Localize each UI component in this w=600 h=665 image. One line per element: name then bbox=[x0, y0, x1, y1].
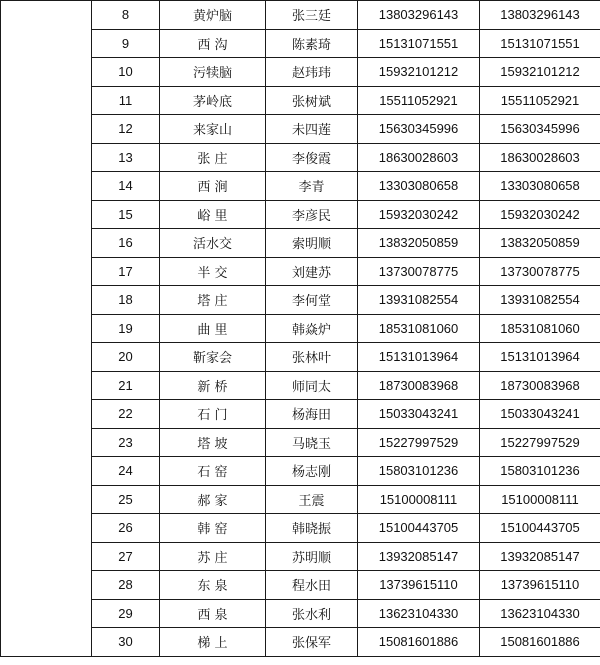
phone-cell-secondary: 13931082554 bbox=[480, 286, 600, 315]
contact-name-cell: 赵玮玮 bbox=[266, 58, 358, 87]
row-number-cell: 14 bbox=[92, 172, 160, 201]
phone-cell-secondary: 15932030242 bbox=[480, 200, 600, 229]
village-cell: 污犊脑 bbox=[160, 58, 266, 87]
row-number-cell: 18 bbox=[92, 286, 160, 315]
phone-cell-secondary: 15803101236 bbox=[480, 457, 600, 486]
row-number-cell: 27 bbox=[92, 542, 160, 571]
village-cell: 郝 家 bbox=[160, 485, 266, 514]
contact-name-cell: 师同太 bbox=[266, 371, 358, 400]
phone-cell: 13303080658 bbox=[358, 172, 480, 201]
phone-cell-secondary: 15511052921 bbox=[480, 86, 600, 115]
phone-cell-secondary: 15932101212 bbox=[480, 58, 600, 87]
contact-name-cell: 张水利 bbox=[266, 599, 358, 628]
phone-cell-secondary: 18531081060 bbox=[480, 314, 600, 343]
phone-cell: 18531081060 bbox=[358, 314, 480, 343]
village-cell: 靳家会 bbox=[160, 343, 266, 372]
village-cell: 曲 里 bbox=[160, 314, 266, 343]
phone-cell: 15100008111 bbox=[358, 485, 480, 514]
phone-cell: 15081601886 bbox=[358, 628, 480, 657]
row-number-cell: 29 bbox=[92, 599, 160, 628]
contact-name-cell: 韩晓振 bbox=[266, 514, 358, 543]
phone-cell: 15630345996 bbox=[358, 115, 480, 144]
phone-cell-secondary: 13730078775 bbox=[480, 257, 600, 286]
village-cell: 东 泉 bbox=[160, 571, 266, 600]
phone-cell-secondary: 15033043241 bbox=[480, 400, 600, 429]
phone-cell-secondary: 13803296143 bbox=[480, 1, 600, 30]
phone-cell: 13832050859 bbox=[358, 229, 480, 258]
row-number-cell: 16 bbox=[92, 229, 160, 258]
contact-name-cell: 杨志刚 bbox=[266, 457, 358, 486]
row-number-cell: 12 bbox=[92, 115, 160, 144]
village-cell: 石 窑 bbox=[160, 457, 266, 486]
row-number-cell: 22 bbox=[92, 400, 160, 429]
row-number-cell: 26 bbox=[92, 514, 160, 543]
contact-name-cell: 李青 bbox=[266, 172, 358, 201]
contact-name-cell: 李彦民 bbox=[266, 200, 358, 229]
phone-cell: 15511052921 bbox=[358, 86, 480, 115]
phone-cell: 15100443705 bbox=[358, 514, 480, 543]
row-number-cell: 13 bbox=[92, 143, 160, 172]
contact-name-cell: 杨海田 bbox=[266, 400, 358, 429]
village-cell: 西 沟 bbox=[160, 29, 266, 58]
row-number-cell: 9 bbox=[92, 29, 160, 58]
phone-cell-secondary: 13739615110 bbox=[480, 571, 600, 600]
phone-cell: 15131071551 bbox=[358, 29, 480, 58]
phone-cell: 15033043241 bbox=[358, 400, 480, 429]
phone-cell: 13739615110 bbox=[358, 571, 480, 600]
row-number-cell: 10 bbox=[92, 58, 160, 87]
phone-cell-secondary: 15131013964 bbox=[480, 343, 600, 372]
contact-name-cell: 张林叶 bbox=[266, 343, 358, 372]
contact-name-cell: 陈素琦 bbox=[266, 29, 358, 58]
phone-cell-secondary: 13832050859 bbox=[480, 229, 600, 258]
village-cell: 张 庄 bbox=[160, 143, 266, 172]
village-cell: 新 桥 bbox=[160, 371, 266, 400]
village-cell: 西 泉 bbox=[160, 599, 266, 628]
row-number-cell: 11 bbox=[92, 86, 160, 115]
village-cell: 西 涧 bbox=[160, 172, 266, 201]
phone-cell: 15131013964 bbox=[358, 343, 480, 372]
phone-cell: 13803296143 bbox=[358, 1, 480, 30]
contact-name-cell: 程水田 bbox=[266, 571, 358, 600]
row-number-cell: 25 bbox=[92, 485, 160, 514]
phone-cell-secondary: 15630345996 bbox=[480, 115, 600, 144]
table-row bbox=[1, 1, 600, 30]
phone-cell-secondary: 15131071551 bbox=[480, 29, 600, 58]
village-cell: 茅岭底 bbox=[160, 86, 266, 115]
village-cell: 半 交 bbox=[160, 257, 266, 286]
contact-name-cell: 张三廷 bbox=[266, 1, 358, 30]
phone-cell: 18730083968 bbox=[358, 371, 480, 400]
village-cell: 梯 上 bbox=[160, 628, 266, 657]
village-cell: 塔 庄 bbox=[160, 286, 266, 315]
contact-name-cell: 马晓玉 bbox=[266, 428, 358, 457]
row-number-cell: 19 bbox=[92, 314, 160, 343]
phone-cell-secondary: 15100008111 bbox=[480, 485, 600, 514]
village-cell: 石 门 bbox=[160, 400, 266, 429]
phone-cell: 15932030242 bbox=[358, 200, 480, 229]
group-cell bbox=[1, 1, 92, 657]
contact-name-cell: 张树斌 bbox=[266, 86, 358, 115]
contact-name-cell: 李俊霞 bbox=[266, 143, 358, 172]
contact-name-cell: 李何堂 bbox=[266, 286, 358, 315]
village-cell: 活水交 bbox=[160, 229, 266, 258]
phone-cell-secondary: 13623104330 bbox=[480, 599, 600, 628]
contact-name-cell: 张保军 bbox=[266, 628, 358, 657]
row-number-cell: 28 bbox=[92, 571, 160, 600]
phone-cell: 15803101236 bbox=[358, 457, 480, 486]
phone-cell: 18630028603 bbox=[358, 143, 480, 172]
phone-cell-secondary: 15100443705 bbox=[480, 514, 600, 543]
contact-name-cell: 索明顺 bbox=[266, 229, 358, 258]
row-number-cell: 17 bbox=[92, 257, 160, 286]
row-number-cell: 15 bbox=[92, 200, 160, 229]
contact-name-cell: 王震 bbox=[266, 485, 358, 514]
phone-cell: 13623104330 bbox=[358, 599, 480, 628]
village-cell: 韩 窑 bbox=[160, 514, 266, 543]
contact-name-cell: 未四莲 bbox=[266, 115, 358, 144]
phone-cell: 13932085147 bbox=[358, 542, 480, 571]
phone-cell: 13931082554 bbox=[358, 286, 480, 315]
village-cell: 塔 坡 bbox=[160, 428, 266, 457]
phone-cell: 15932101212 bbox=[358, 58, 480, 87]
phone-cell-secondary: 15227997529 bbox=[480, 428, 600, 457]
row-number-cell: 24 bbox=[92, 457, 160, 486]
row-number-cell: 21 bbox=[92, 371, 160, 400]
phone-cell-secondary: 13303080658 bbox=[480, 172, 600, 201]
row-number-cell: 8 bbox=[92, 1, 160, 30]
row-number-cell: 23 bbox=[92, 428, 160, 457]
village-cell: 峪 里 bbox=[160, 200, 266, 229]
contact-name-cell: 韩焱炉 bbox=[266, 314, 358, 343]
contact-name-cell: 苏明顺 bbox=[266, 542, 358, 571]
village-cell: 黄炉脑 bbox=[160, 1, 266, 30]
row-number-cell: 20 bbox=[92, 343, 160, 372]
village-cell: 苏 庄 bbox=[160, 542, 266, 571]
table-body bbox=[1, 1, 600, 657]
phone-cell: 13730078775 bbox=[358, 257, 480, 286]
contact-name-cell: 刘建苏 bbox=[266, 257, 358, 286]
row-number-cell: 30 bbox=[92, 628, 160, 657]
phone-cell: 15227997529 bbox=[358, 428, 480, 457]
village-cell: 来家山 bbox=[160, 115, 266, 144]
phone-cell-secondary: 15081601886 bbox=[480, 628, 600, 657]
phone-cell-secondary: 18730083968 bbox=[480, 371, 600, 400]
phone-cell-secondary: 13932085147 bbox=[480, 542, 600, 571]
phone-cell-secondary: 18630028603 bbox=[480, 143, 600, 172]
